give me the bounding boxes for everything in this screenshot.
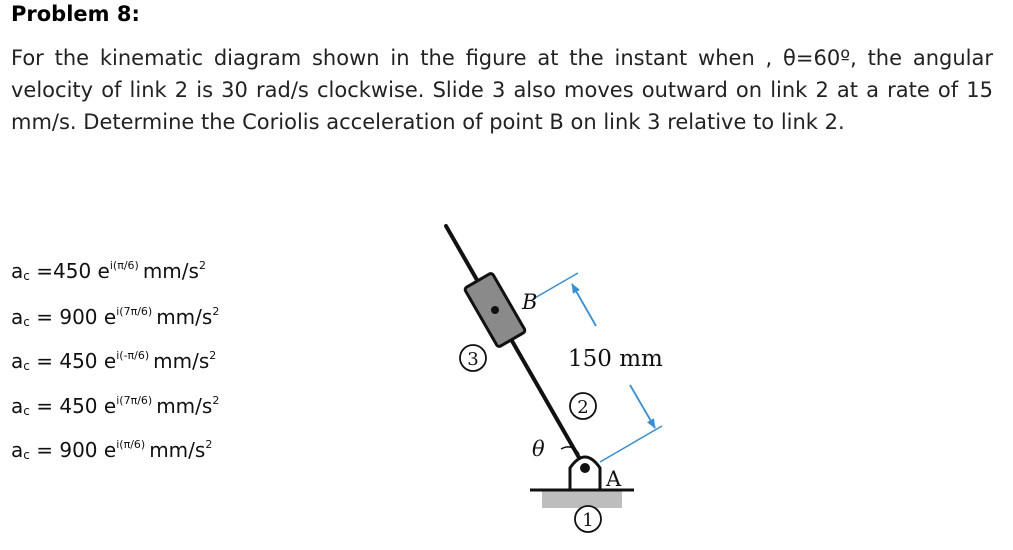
problem-title: Problem 8:: [11, 2, 140, 26]
unit-exponent: 2: [212, 394, 220, 407]
magnitude: 900: [59, 438, 98, 462]
magnitude: 450: [59, 349, 98, 373]
magnitude: 900: [59, 305, 98, 329]
label-a: A: [606, 467, 622, 491]
accel-symbol: a: [11, 259, 24, 283]
pivot-pin: [580, 463, 590, 473]
equals-sign: =: [29, 305, 60, 329]
accel-subscript: c: [23, 448, 30, 462]
answer-option-3: [11, 349, 216, 373]
magnitude: 450: [53, 259, 92, 283]
dimension-extension-bottom: [600, 426, 662, 462]
exp-base: e: [103, 438, 117, 462]
accel-subscript: c: [23, 315, 30, 329]
slider-pin: [491, 306, 499, 314]
unit: mm/s: [153, 349, 210, 373]
exp-base: e: [103, 349, 117, 373]
unit-exponent: 2: [198, 259, 206, 272]
exponent: i(7π/6): [116, 394, 153, 407]
link-3-number: 3: [467, 349, 479, 370]
link-1-number: 1: [582, 510, 594, 531]
answer-option-2: [11, 305, 219, 329]
magnitude: 450: [59, 394, 98, 418]
unit-exponent: 2: [205, 438, 213, 451]
unit: mm/s: [156, 394, 213, 418]
exp-base: e: [103, 305, 117, 329]
link-2-marker: [570, 393, 596, 419]
label-theta: θ: [532, 437, 545, 461]
link-1-marker: [575, 506, 601, 532]
exponent: i(-π/6): [116, 349, 150, 362]
answer-option-5: [11, 438, 212, 462]
equals-sign: =: [29, 438, 60, 462]
accel-symbol: a: [11, 305, 24, 329]
accel-symbol: a: [11, 394, 24, 418]
dimension-arrow-down: [630, 385, 655, 428]
exp-base: e: [103, 394, 117, 418]
accel-subscript: c: [23, 359, 30, 373]
unit-exponent: 2: [209, 349, 217, 362]
accel-subscript: c: [23, 269, 30, 283]
link-3-marker: [460, 345, 486, 371]
dimension-extension-top: [533, 273, 578, 299]
accel-symbol: a: [11, 438, 24, 462]
label-b: B: [522, 290, 538, 314]
equals-sign: =: [29, 259, 53, 283]
accel-symbol: a: [11, 349, 24, 373]
equals-sign: =: [29, 394, 60, 418]
unit: mm/s: [149, 438, 206, 462]
unit: mm/s: [142, 259, 199, 283]
exponent: i(π/6): [109, 259, 139, 272]
problem-statement: For the kinematic diagram shown in the figure at the instant when , θ=60º, the angular velocity of link 2 is 30 rad/s clockwise. Slide 3 also moves outward on link 2 at a rate of 15 mm/s. Determine the Coriolis acceleration of point B on link 3 relative to link 2.: [11, 46, 993, 134]
pivot-support: [570, 457, 600, 490]
exponent: i(7π/6): [116, 305, 153, 318]
kinematic-diagram: [430, 218, 690, 548]
exp-base: e: [97, 259, 110, 283]
unit: mm/s: [156, 305, 213, 329]
unit-exponent: 2: [212, 305, 220, 318]
accel-subscript: c: [23, 404, 30, 418]
dimension-arrow-up: [572, 284, 596, 326]
ground-block: [542, 490, 622, 508]
exponent: i(π/6): [116, 438, 146, 451]
answer-option-4: [11, 394, 219, 418]
dimension-label: 150 mm: [568, 346, 663, 372]
equals-sign: =: [29, 349, 60, 373]
answer-option-1: [11, 259, 206, 283]
link-2-number: 2: [577, 397, 589, 418]
